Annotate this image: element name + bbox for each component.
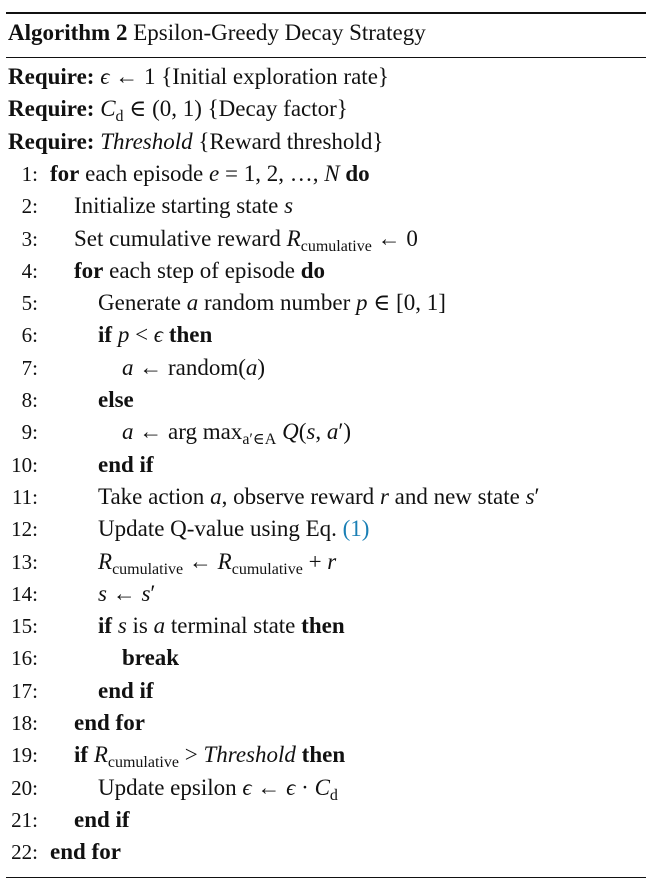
- line-number: 12:: [11, 517, 38, 542]
- require-comment: {Reward threshold}: [198, 128, 384, 154]
- code-line: if $R_{cumulative}$ > Threshold then: [74, 742, 346, 772]
- algorithm-caption: [8, 20, 426, 46]
- line-number: 16:: [11, 646, 38, 671]
- require-line: [8, 62, 389, 92]
- line-number: 5:: [21, 291, 38, 316]
- line-number: 15:: [11, 614, 38, 639]
- line-number: 17:: [11, 678, 38, 703]
- line-number: 7:: [21, 355, 38, 380]
- algorithm-label: Algorithm 2: [8, 20, 128, 45]
- require-math: ϵ ← 1: [100, 64, 162, 89]
- line-number: 21:: [11, 807, 38, 832]
- line-number: 18:: [11, 711, 38, 735]
- line-number: 2:: [21, 194, 38, 219]
- code-line: Initialize starting state s: [74, 193, 294, 219]
- code-line: Take action a, observe reward r and new state s′: [98, 483, 540, 509]
- code-line: for each episode e = 1, 2, …, N do: [50, 160, 370, 186]
- code-line: if p < ϵ then: [98, 322, 213, 348]
- bottom-rule: [6, 877, 646, 878]
- code-line: $R_{cumulative}$ ← $R_{cumulative} + r$: [98, 548, 337, 578]
- line-number: 22:: [11, 840, 38, 865]
- code-line: Generate a random number p ∈ [0, 1]: [98, 290, 446, 316]
- line-number: 6:: [21, 323, 38, 348]
- line-number: 1:: [21, 161, 38, 186]
- code-line: Set cumulative reward $R_{cumulative}$ ← 0: [74, 225, 418, 255]
- line-number: 4:: [21, 258, 38, 283]
- top-rule: [6, 12, 646, 14]
- line-number: 20:: [11, 775, 38, 800]
- line-number: 13:: [11, 549, 38, 574]
- code-line: end for: [74, 710, 145, 735]
- code-line: if s is a terminal state then: [98, 613, 345, 639]
- require-math: $C_d$ ∈ (0, 1): [100, 96, 208, 126]
- line-number: 9:: [21, 420, 38, 445]
- require-keyword: Require:: [8, 96, 95, 122]
- require-comment: {Decay factor}: [207, 96, 348, 122]
- line-number: 10:: [11, 452, 38, 477]
- require-math: Threshold: [100, 128, 193, 154]
- code-line: end for: [50, 839, 121, 865]
- algorithm-title: Epsilon-Greedy Decay Strategy: [133, 20, 426, 45]
- require-keyword: Require:: [8, 64, 95, 89]
- code-line: end if: [98, 677, 154, 703]
- line-number: 11:: [11, 484, 38, 509]
- code-line: a ← random(a): [122, 354, 266, 380]
- require-keyword: Require:: [8, 128, 95, 154]
- caption-rule: [6, 57, 646, 58]
- require-comment: {Initial exploration rate}: [161, 64, 389, 89]
- line-number: 14:: [11, 581, 38, 606]
- code-line: for each step of episode do: [74, 257, 326, 283]
- line-number: 8:: [21, 388, 38, 412]
- code-line: end if: [74, 806, 130, 832]
- code-line: break: [122, 645, 180, 671]
- require-line: [8, 94, 348, 124]
- code-line: Update Q-value using Eq. (1): [98, 516, 370, 542]
- code-line: Update epsilon ϵ ← $\epsilon \cdot C_d$: [98, 774, 338, 804]
- line-number: 19:: [11, 743, 38, 768]
- require-line: [8, 127, 383, 157]
- code-line: s ← s′: [98, 580, 156, 606]
- code-line: end if: [98, 451, 154, 477]
- code-line: a ← arg $\max_{a'\in A} Q(s$, a′): [122, 419, 352, 449]
- code-line: else: [98, 387, 134, 412]
- line-number: 3:: [21, 226, 38, 251]
